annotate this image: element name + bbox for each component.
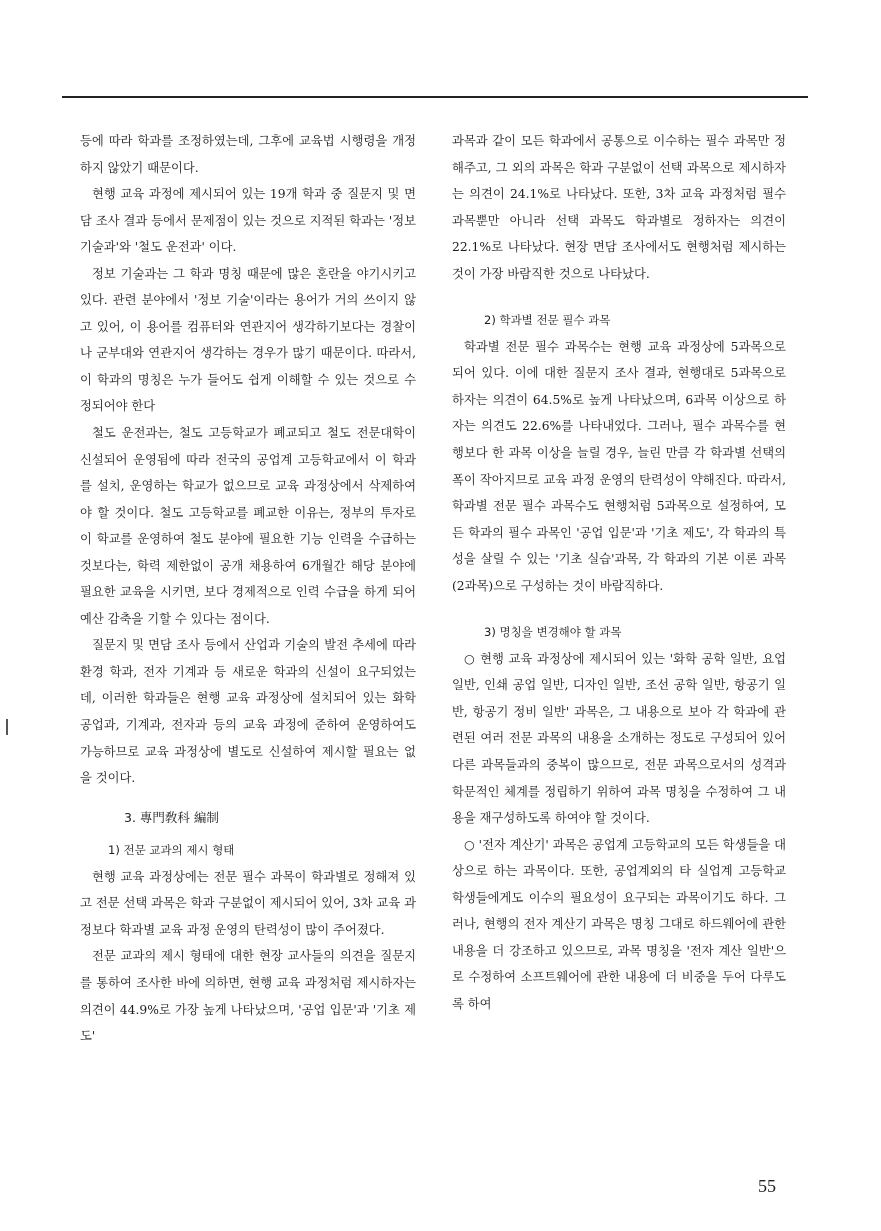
- paragraph: ○ 현행 교육 과정상에 제시되어 있는 '화학 공학 일반, 요업 일반, 인쇄 공업 일반, 디자인 일반, 조선 공학 일반, 항공기 일반, 항공기 정비 일반' 과목은, 그 내용으로 보아 각 학과에 관련된 여러 전문 과목의 내용을 소개하는 정도로 구성되어 있어 다른 과목들과의 중복이 많으므로, 전문 과목으로서의 성격과 학문적인 체계를 정립하기 위하여 과목 명칭을 수정하여 그 내용을 재구성하도록 하여야 할 것이다.: [452, 651, 786, 826]
- subsection-heading: 1) 전문 교과의 제시 형태: [108, 843, 235, 858]
- right-column: [452, 128, 786, 1018]
- paragraph: 등에 따라 학과를 조정하였는데, 그후에 교육법 시행령을 개정하지 않았기 때문이다.: [80, 134, 416, 175]
- paragraph: 철도 운전과는, 철도 고등학교가 폐교되고 철도 전문대학이 신설되어 운영됨에 따라 전국의 공업계 고등학교에서 이 학과를 설치, 운영하는 학교가 없으므로 교육 과정상에서 삭제하여야 할 것이다. 철도 고등학교를 폐교한 이유는, 정부의 투자로 이 학교를 운영하여 철도 분야에 필요한 기능 인력을 수급하는 것보다는, 학력 제한없이 공개 채용하여 6개월간 해당 분야에 필요한 교육을 시키면, 보다 경제적으로 인력 수급을 하게 되어 예산 감축을 기할 수 있다는 점이다.: [80, 426, 416, 626]
- left-column: [80, 128, 416, 1050]
- paragraph: 과목과 같이 모든 학과에서 공통으로 이수하는 필수 과목만 정해주고, 그 외의 과목은 학과 구분없이 선택 과목으로 제시하자는 의견이 24.1%로 나타났다. 또한, 3차 교육 과정처럼 필수 과목뿐만 아니라 선택 과목도 학과별로 정하자는 의견이 22.1%로 나타났다. 현장 면담 조사에서도 현행처럼 제시하는 것이 가장 바람직한 것으로 나타났다.: [452, 134, 786, 281]
- paragraph: 학과별 전문 필수 과목수는 현행 교육 과정상에 5과목으로 되어 있다. 이에 대한 질문지 조사 결과, 현행대로 5과목으로 하자는 의견이 64.5%로 높게 나타났으며, 6과목 이상으로 하자는 의견도 22.6%를 나타내었다. 그러나, 필수 과목수를 현행보다 한 과목 이상을 늘릴 경우, 늘린 만큼 각 학과별 선택의 폭이 작아지므로 교육 과정 운영의 탄력성이 약해진다. 따라서, 학과별 전문 필수 과목수도 현행처럼 5과목으로 설정하여, 모든 학과의 필수 과목인 '공업 입문'과 '기초 제도', 각 학과의 특성을 살릴 수 있는 '기초 실습'과목, 각 학과의 기본 이론 과목(2과목)으로 구성하는 것이 바람직하다.: [452, 339, 786, 593]
- section-heading: 3. 專門敎科 編制: [124, 809, 219, 825]
- paragraph: 질문지 및 면담 조사 등에서 산업과 기술의 발전 추세에 따라 환경 학과, 전자 기계과 등 새로운 학과의 신설이 요구되었는데, 이러한 학과들은 현행 교육 과정상에 설치되어 있는 화학 공업과, 기계과, 전자과 등의 교육 과정에 준하여 운영하여도 가능하므로 교육 과정상에 별도로 신설하여 제시할 필요는 없을 것이다.: [80, 638, 416, 786]
- paragraph: 현행 교육 과정에 제시되어 있는 19개 학과 중 질문지 및 면담 조사 결과 등에서 문제점이 있는 것으로 지적된 학과는 '정보 기술과'와 '철도 운전과' 이다.: [80, 187, 416, 255]
- paragraph: ○ '전자 계산기' 과목은 공업계 고등학교의 모든 학생들을 대상으로 하는 과목이다. 또한, 공업계외의 타 실업계 고등학교 학생들에게도 이수의 필요성이 요구되는 과목이기도 하다. 그러나, 현행의 전자 계산기 과목은 명칭 그대로 하드웨어에 관한 내용을 더 강조하고 있으므로, 과목 명칭을 '전자 계산 일반'으로 수정하여 소프트웨어에 관한 내용에 더 비중을 두어 다루도록 하여: [452, 837, 786, 1011]
- page-number: 55: [758, 1176, 776, 1196]
- paragraph: 현행 교육 과정상에는 전문 필수 과목이 학과별로 정해져 있고 전문 선택 과목은 학과 구분없이 제시되어 있어, 3차 교육 과정보다 학과별 교육 과정 운영의 탄력성이 많이 주어졌다.: [80, 869, 416, 937]
- header-rule: [62, 96, 808, 98]
- paragraph: 전문 교과의 제시 형태에 대한 현장 교사들의 의견을 질문지를 통하여 조사한 바에 의하면, 현행 교육 과정처럼 제시하자는 의견이 44.9%로 가장 높게 나타났으며, '공업 입문'과 '기초 제도': [80, 949, 416, 1044]
- subsection-heading: 3) 명칭을 변경해야 할 과목: [484, 625, 622, 640]
- paragraph: 정보 기술과는 그 학과 명칭 때문에 많은 혼란을 야기시키고 있다. 관련 분야에서 '정보 기술'이라는 용어가 거의 쓰이지 않고 있어, 이 용어를 컴퓨터와 연관지어 생각하기보다는 경찰이나 군부대와 연관지어 생각하는 경우가 많기 때문이다. 따라서, 이 학과의 명칭은 누가 들어도 쉽게 이해할 수 있는 것으로 수정되어야 한다: [80, 266, 416, 414]
- subsection-heading: 2) 학과별 전문 필수 과목: [484, 313, 611, 328]
- margin-mark: [6, 719, 8, 735]
